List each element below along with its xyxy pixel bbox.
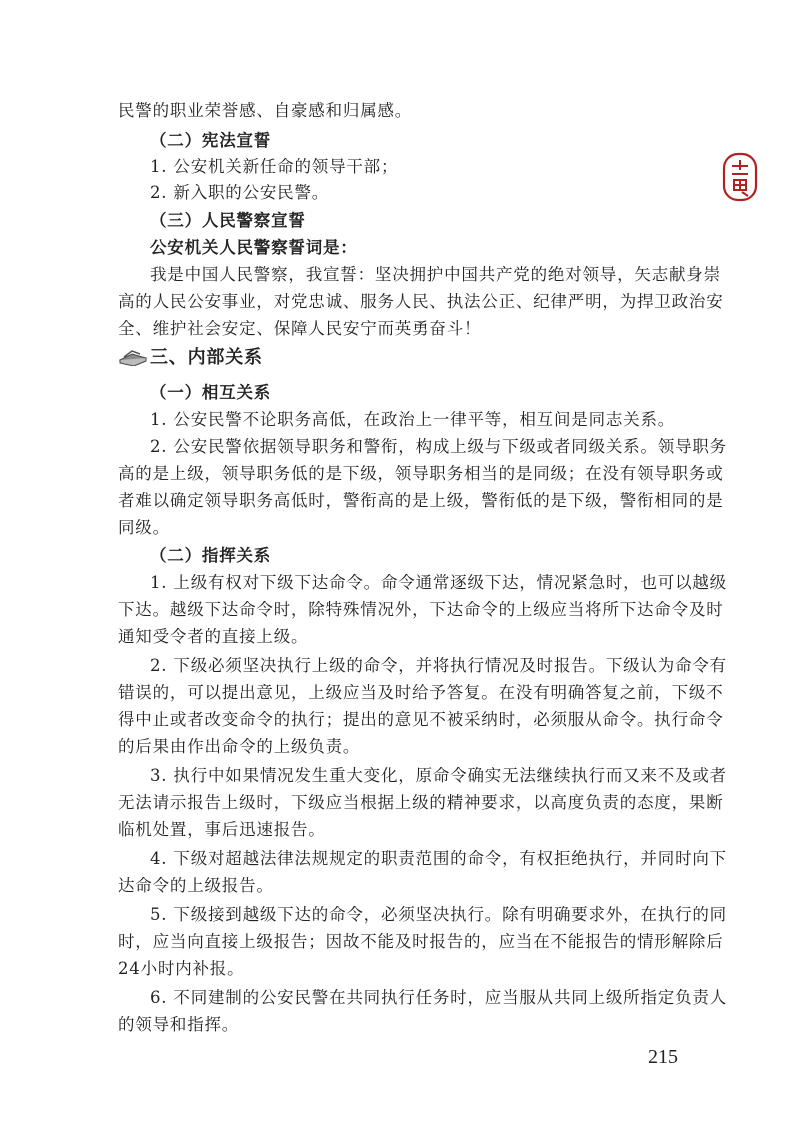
page-number: 215 [648, 1046, 678, 1068]
list-item: 2. 新入职的公安民警。 [150, 183, 330, 202]
seal-logo-icon [722, 152, 758, 202]
paragraph-line: 得中止或者改变命令的执行；提出的意见不被采纳时，必须服从命令。执行命令 [118, 710, 724, 729]
paragraph-line: 我是中国人民警察，我宣誓：坚决拥护中国共产党的绝对领导，矢志献身崇 [150, 265, 721, 284]
paragraph-line: 2. 下级必须坚决执行上级的命令，并将执行情况及时报告。下级认为命令有 [150, 656, 727, 675]
paragraph-line: 3. 执行中如果情况发生重大变化，原命令确实无法继续执行而又来不及或者 [150, 766, 727, 785]
paragraph-line: 6. 不同建制的公安民警在共同执行任务时，应当服从共同上级所指定负责人 [150, 988, 727, 1007]
paragraph-line: 1. 上级有权对下级下达命令。命令通常逐级下达，情况紧急时，也可以越级 [150, 573, 727, 592]
section-heading: （二）指挥关系 [150, 546, 272, 565]
section-heading: （一）相互关系 [150, 383, 272, 402]
paragraph-line: 无法请示报告上级时，下级应当根据上级的精神要求，以高度负责的态度，果断 [118, 793, 724, 812]
section-heading: （二）宪法宣誓 [150, 131, 272, 150]
paragraph-line: 2. 公安民警依据领导职务和警衔，构成上级与下级或者同级关系。领导职务 [150, 437, 727, 456]
book-icon [118, 348, 148, 366]
paragraph-line: 同级。 [118, 518, 170, 537]
paragraph-line: 通知受令者的直接上级。 [118, 627, 309, 646]
paragraph-line: 1. 公安民警不论职务高低，在政治上一律平等，相互间是同志关系。 [150, 410, 676, 429]
paragraph-line: 的后果由作出命令的上级负责。 [118, 737, 361, 756]
section-heading: （三）人民警察宣誓 [150, 211, 306, 230]
paragraph-line: 时，应当向直接上级报告；因故不能及时报告的，应当在不能报告的情形解除后 [118, 932, 724, 951]
paragraph-line: 民警的职业荣誉感、自豪感和归属感。 [118, 101, 413, 120]
paragraph-line: 4. 下级对超越法律法规规定的职责范围的命令，有权拒绝执行，并同时向下 [150, 849, 727, 868]
paragraph-line: 临机处置，事后迅速报告。 [118, 820, 326, 839]
list-item: 1. 公安机关新任命的领导干部； [150, 157, 399, 176]
paragraph-line: 错误的，可以提出意见，上级应当及时给予答复。在没有明确答复之前，下级不 [118, 683, 724, 702]
subheading: 公安机关人民警察誓词是： [150, 238, 358, 257]
paragraph-line: 高的是上级，领导职务低的是下级，领导职务相当的是同级；在没有领导职务或 [118, 464, 724, 483]
paragraph-line: 下达。越级下达命令时，除特殊情况外，下达命令的上级应当将所下达命令及时 [118, 600, 724, 619]
chapter-heading-text: 三、内部关系 [150, 347, 263, 368]
paragraph-line: 者难以确定领导职务高低时，警衔高的是上级，警衔低的是下级，警衔相同的是 [118, 491, 724, 510]
chapter-heading [118, 348, 688, 368]
paragraph-line: 的领导和指挥。 [118, 1015, 240, 1034]
paragraph-line: 高的人民公安事业，对党忠诚、服务人民、执法公正、纪律严明，为捍卫政治安 [118, 292, 724, 311]
paragraph-line: 5. 下级接到越级下达的命令，必须坚决执行。除有明确要求外，在执行的同 [150, 905, 727, 924]
paragraph-line: 全、维护社会安定、保障人民安宁而英勇奋斗！ [118, 319, 482, 338]
paragraph-line: 达命令的上级报告。 [118, 876, 274, 895]
paragraph-line: 24小时内补报。 [118, 959, 245, 978]
